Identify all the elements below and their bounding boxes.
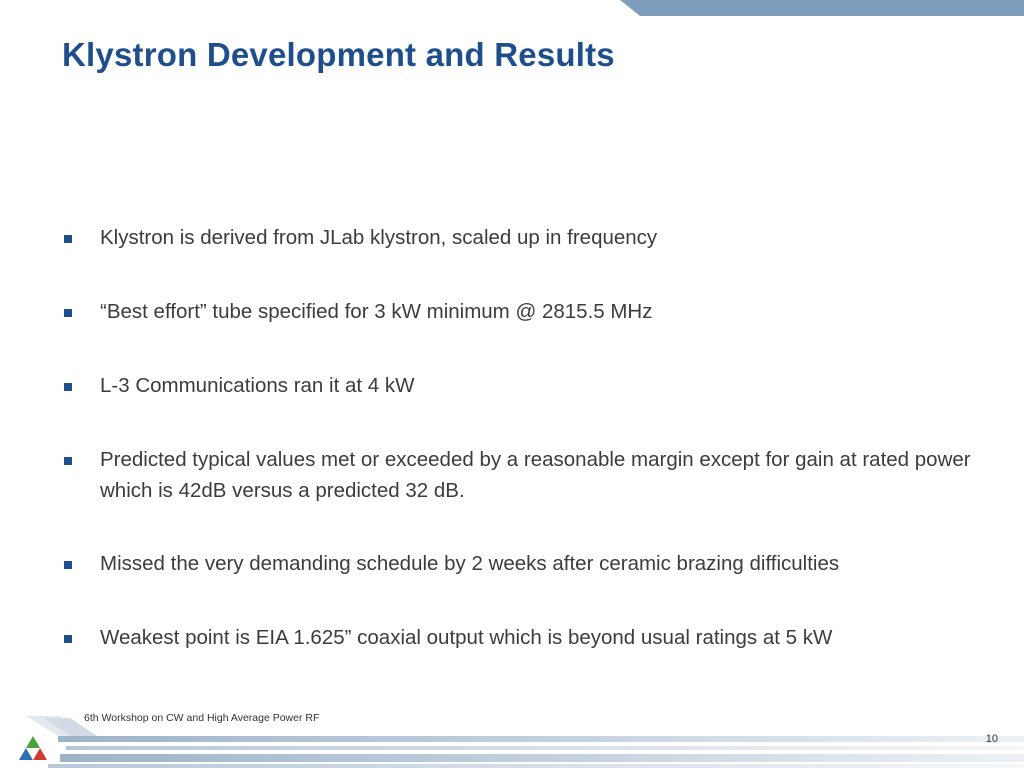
- bullet-text: Klystron is derived from JLab klystron, scaled up in frequency: [100, 226, 658, 249]
- bullet-text: L-3 Communications ran it at 4 kW: [100, 374, 415, 397]
- bullet-text: Predicted typical values met or exceeded by a reasonable margin except for gain at rated power which is 42dB versus a predicted 32 dB.: [100, 448, 971, 502]
- footer-stripe-decoration: [0, 700, 1024, 768]
- square-bullet-icon: [64, 378, 72, 386]
- square-bullet-icon: [64, 304, 72, 312]
- bullet-item: [62, 622, 972, 653]
- footer-workshop-text: 6th Workshop on CW and High Average Power RF: [84, 712, 320, 724]
- page-number: 10: [985, 733, 998, 745]
- tricolor-triangle-logo: [18, 735, 48, 761]
- bullet-text: Missed the very demanding schedule by 2 weeks after ceramic brazing difficulties: [100, 552, 840, 575]
- square-bullet-icon: [64, 452, 72, 460]
- slide-title: Klystron Development and Results: [62, 36, 615, 73]
- square-bullet-icon: [64, 556, 72, 564]
- square-bullet-icon: [64, 630, 72, 638]
- bullet-item: [62, 370, 972, 401]
- square-bullet-icon: [64, 230, 72, 238]
- bullet-item: [62, 444, 972, 506]
- bullet-item: [62, 548, 972, 579]
- bullet-item: [62, 296, 972, 327]
- bullet-text: “Best effort” tube specified for 3 kW minimum @ 2815.5 MHz: [100, 300, 653, 323]
- bullet-item: [62, 222, 972, 253]
- bullet-text: Weakest point is EIA 1.625” coaxial output which is beyond usual ratings at 5 kW: [100, 626, 833, 649]
- top-accent-band: [620, 0, 1024, 16]
